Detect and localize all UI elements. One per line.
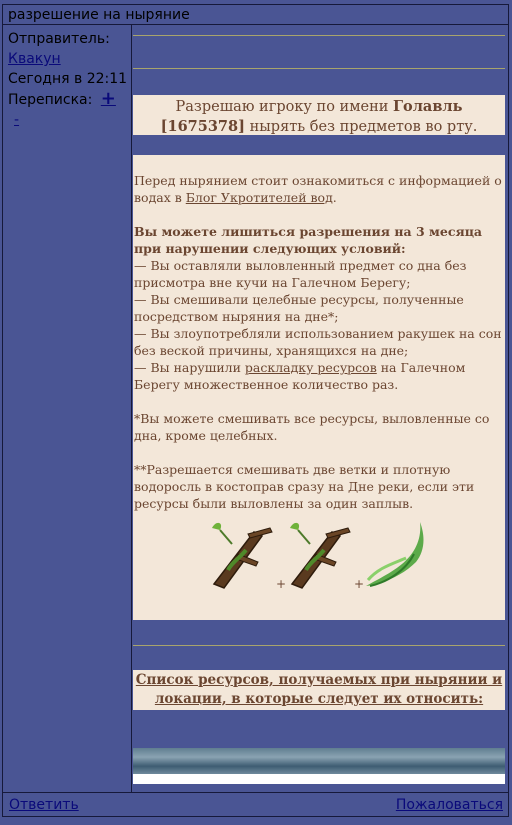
footnote: **Разрешается смешивать две ветки и плотную водоросль в костоправ сразу на Дне реки, если эти ресурсы были выловлены за один заплыв.	[134, 462, 475, 511]
condition-text: — Вы нарушили	[134, 360, 245, 375]
expand-conversation-button[interactable]: +	[100, 88, 116, 109]
water-banner	[133, 748, 505, 774]
message-sidebar	[2, 25, 132, 792]
timestamp: Сегодня в 22:11	[8, 71, 128, 87]
intro-paragraph	[134, 172, 505, 206]
warning-heading: Вы можете лишиться разрешения на 3 месяца при нарушении следующих условий:	[134, 224, 483, 256]
water-banner-base	[133, 774, 505, 784]
sender-link[interactable]: Квакун	[8, 51, 61, 67]
plus-sign: +	[354, 577, 365, 591]
condition-item: — Вы смешивали целебные ресурсы, полученные посредством ныряния на дне*;	[134, 292, 464, 324]
divider	[133, 35, 505, 36]
intro-end: .	[332, 190, 337, 205]
player-name: Голавль [1675378]	[160, 98, 463, 135]
collapse-conversation-button[interactable]: -	[14, 112, 20, 128]
resource-list-panel	[133, 670, 505, 710]
sender-label: Отправитель:	[8, 31, 110, 47]
warning-block	[134, 223, 505, 393]
resource-illustration	[134, 518, 505, 598]
blog-link[interactable]: Блог Укротителей вод	[185, 190, 333, 205]
divider	[133, 645, 505, 646]
conversation-label: Переписка:	[8, 92, 93, 108]
permission-notice	[133, 95, 505, 135]
info-panel	[133, 155, 505, 620]
condition-item	[134, 359, 505, 393]
message-body	[133, 25, 505, 792]
plus-sign: +	[276, 577, 287, 591]
message-subject: разрешение на ныряние	[2, 4, 509, 25]
conversation-row	[8, 89, 131, 130]
condition-text-end: на Галечном Берегу множественное количество раз.	[134, 360, 466, 392]
resource-list-link[interactable]: Список ресурсов, получаемых при нырянии и локации, в которые следует их относить:	[135, 672, 503, 707]
reply-link[interactable]: Ответить	[9, 797, 79, 813]
intro-text: Перед нырянием стоит ознакомиться с информацией о водах в	[134, 173, 502, 205]
notice-text: Разрешаю игроку по имени	[175, 99, 394, 115]
branch-icon	[284, 518, 354, 594]
message-footer	[2, 792, 509, 817]
layout-link[interactable]: раскладку ресурсов	[244, 360, 377, 375]
complain-link[interactable]: Пожаловаться	[395, 797, 503, 813]
seaweed-icon	[362, 518, 432, 594]
branch-icon	[206, 518, 276, 594]
condition-item: — Вы злоупотребляли использованием ракушек на сон без веской причины, хранящихся на дне;	[134, 326, 502, 358]
notice-text-end: нырять без предметов во рту.	[244, 119, 478, 135]
footnote: *Вы можете смешивать все ресурсы, выловленные со дна, кроме целебных.	[134, 411, 490, 443]
divider	[133, 68, 505, 69]
condition-item: — Вы оставляли выловленный предмет со дна без присмотра вне кучи на Галечном Берегу;	[134, 258, 467, 290]
